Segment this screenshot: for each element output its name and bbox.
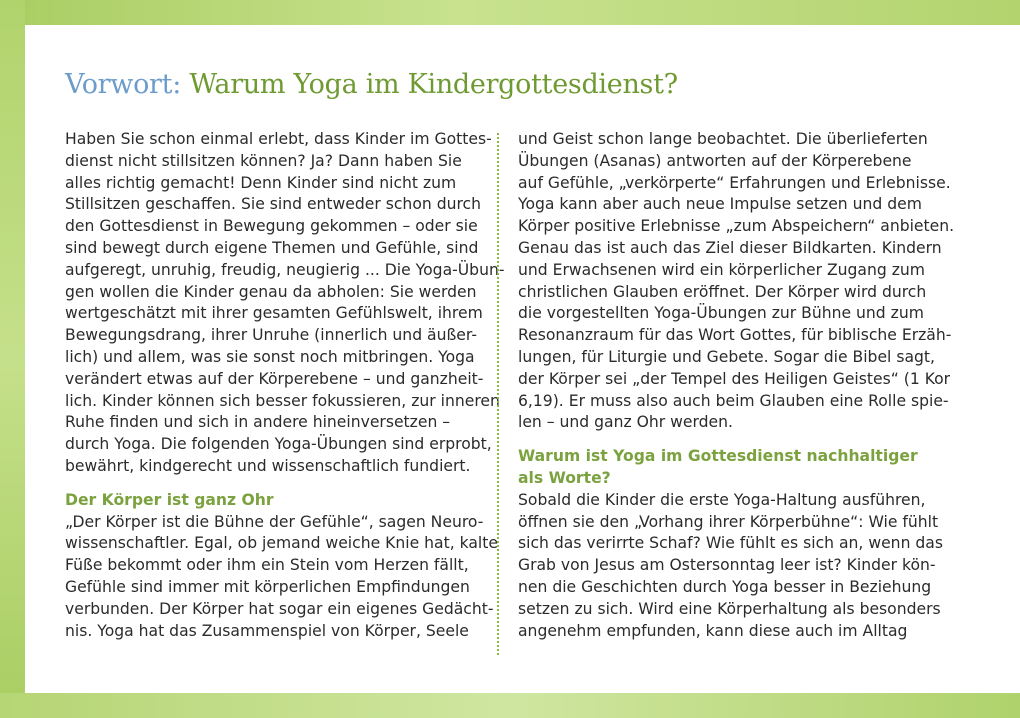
decorative-frame-bottom xyxy=(0,693,1020,718)
text-line: lich. Kinder können sich besser fokussieren, zur inneren xyxy=(65,391,500,410)
text-line: Gefühle sind immer mit körperlichen Empfindungen xyxy=(65,577,470,596)
text-line: lich) und allem, was sie sonst noch mitbringen. Yoga xyxy=(65,347,475,366)
text-line: Yoga kann aber auch neue Impulse setzen und dem xyxy=(518,195,922,214)
heading-line: Warum ist Yoga im Gottesdienst nachhaltiger xyxy=(518,447,918,466)
text-line: sich das verirrte Schaf? Wie fühlt es sich an, wenn das xyxy=(518,534,943,553)
title-prefix: Vorwort: xyxy=(65,69,182,100)
left-intro-paragraph xyxy=(65,129,505,478)
text-line: auf Gefühle, „verkörperte“ Erfahrungen und Erlebnisse. xyxy=(518,173,951,192)
document-page xyxy=(25,25,1020,693)
heading-line: als Worte? xyxy=(518,468,611,487)
text-line: lungen, für Liturgie und Gebete. Sogar die Bibel sagt, xyxy=(518,347,935,366)
text-line: 6,19). Er muss also auch beim Glauben eine Rolle spie- xyxy=(518,391,949,410)
right-column xyxy=(518,129,955,642)
text-line: Stillsitzen geschaffen. Sie sind entweder schon durch xyxy=(65,195,482,214)
text-line: Körper positive Erlebnisse „zum Abspeichern“ anbieten. xyxy=(518,217,955,236)
text-line: nis. Yoga hat das Zusammenspiel von Körper, Seele xyxy=(65,621,469,640)
text-line: verändert etwas auf der Körperebene – und ganzheit- xyxy=(65,369,484,388)
text-line: verbunden. Der Körper hat sogar ein eigenes Gedächt- xyxy=(65,599,494,618)
text-line: Ruhe finden und sich in andere hineinversetzen – xyxy=(65,413,451,432)
text-line: und Erwachsenen wird ein körperlicher Zugang zum xyxy=(518,260,925,279)
decorative-frame-top xyxy=(0,0,1020,25)
text-line: öffnen sie den „Vorhang ihrer Körperbühne“: Wie fühlt xyxy=(518,512,939,531)
text-line: und Geist schon lange beobachtet. Die überlieferten xyxy=(518,130,928,148)
text-line: Übungen (Asanas) antworten auf der Körperebene xyxy=(518,151,912,170)
text-line: Bewegungsdrang, ihrer Unruhe (innerlich und äußer- xyxy=(65,326,477,345)
text-line: der Körper sei „der Tempel des Heiligen Geistes“ (1 Kor xyxy=(518,369,951,388)
text-line: alles richtig gemacht! Denn Kinder sind nicht zum xyxy=(65,173,457,192)
text-line: aufgeregt, unruhig, freudig, neugierig ... Die Yoga-Übun- xyxy=(65,260,505,279)
right-section-paragraph xyxy=(518,490,943,643)
left-column xyxy=(65,129,505,642)
text-line: Haben Sie schon einmal erlebt, dass Kinder im Gottes- xyxy=(65,130,492,148)
text-line: len – und ganz Ohr werden. xyxy=(518,413,733,432)
text-line: Resonanzraum für das Wort Gottes, für biblische Erzäh- xyxy=(518,326,952,345)
text-line: gen wollen die Kinder genau da abholen: Sie werden xyxy=(65,282,477,301)
text-line: nen die Geschichten durch Yoga besser in Beziehung xyxy=(518,577,932,596)
text-line: setzen zu sich. Wird eine Körperhaltung als besonders xyxy=(518,599,941,618)
text-line: „Der Körper ist die Bühne der Gefühle“, sagen Neuro- xyxy=(65,512,484,531)
text-line: Füße bekommt oder ihm ein Stein vom Herzen fällt, xyxy=(65,556,469,575)
text-line: wertgeschätzt mit ihrer gesamten Gefühlswelt, ihrem xyxy=(65,304,483,323)
text-line: dienst nicht stillsitzen können? Ja? Dann haben Sie xyxy=(65,151,462,170)
text-line: Sobald die Kinder die erste Yoga-Haltung ausführen, xyxy=(518,490,926,509)
text-line: die vorgestellten Yoga-Übungen zur Bühne und zum xyxy=(518,304,924,323)
text-line: bewährt, kindgerecht und wissenschaftlich fundiert. xyxy=(65,456,471,475)
left-section-paragraph xyxy=(65,512,498,643)
column-divider xyxy=(497,133,499,655)
title-main: Warum Yoga im Kindergottesdienst? xyxy=(189,69,678,100)
section-heading-nachhaltig xyxy=(518,446,938,490)
right-intro-paragraph xyxy=(518,129,955,434)
text-line: Grab von Jesus am Ostersonntag leer ist? Kinder kön- xyxy=(518,556,936,575)
text-line: sind bewegt durch eigene Themen und Gefühle, sind xyxy=(65,238,479,257)
page-title xyxy=(65,69,678,100)
text-line: angenehm empfunden, kann diese auch im Alltag xyxy=(518,621,908,640)
text-line: den Gottesdienst in Bewegung gekommen – oder sie xyxy=(65,217,478,236)
text-line: Genau das ist auch das Ziel dieser Bildkarten. Kindern xyxy=(518,238,942,257)
decorative-frame-left xyxy=(0,0,25,718)
text-line: christlichen Glauben eröffnet. Der Körper wird durch xyxy=(518,282,927,301)
text-line: durch Yoga. Die folgenden Yoga-Übungen sind erprobt, xyxy=(65,435,492,454)
text-line: wissenschaftler. Egal, ob jemand weiche Knie hat, kalte xyxy=(65,534,498,553)
section-heading-koerper: Der Körper ist ganz Ohr xyxy=(65,490,274,509)
